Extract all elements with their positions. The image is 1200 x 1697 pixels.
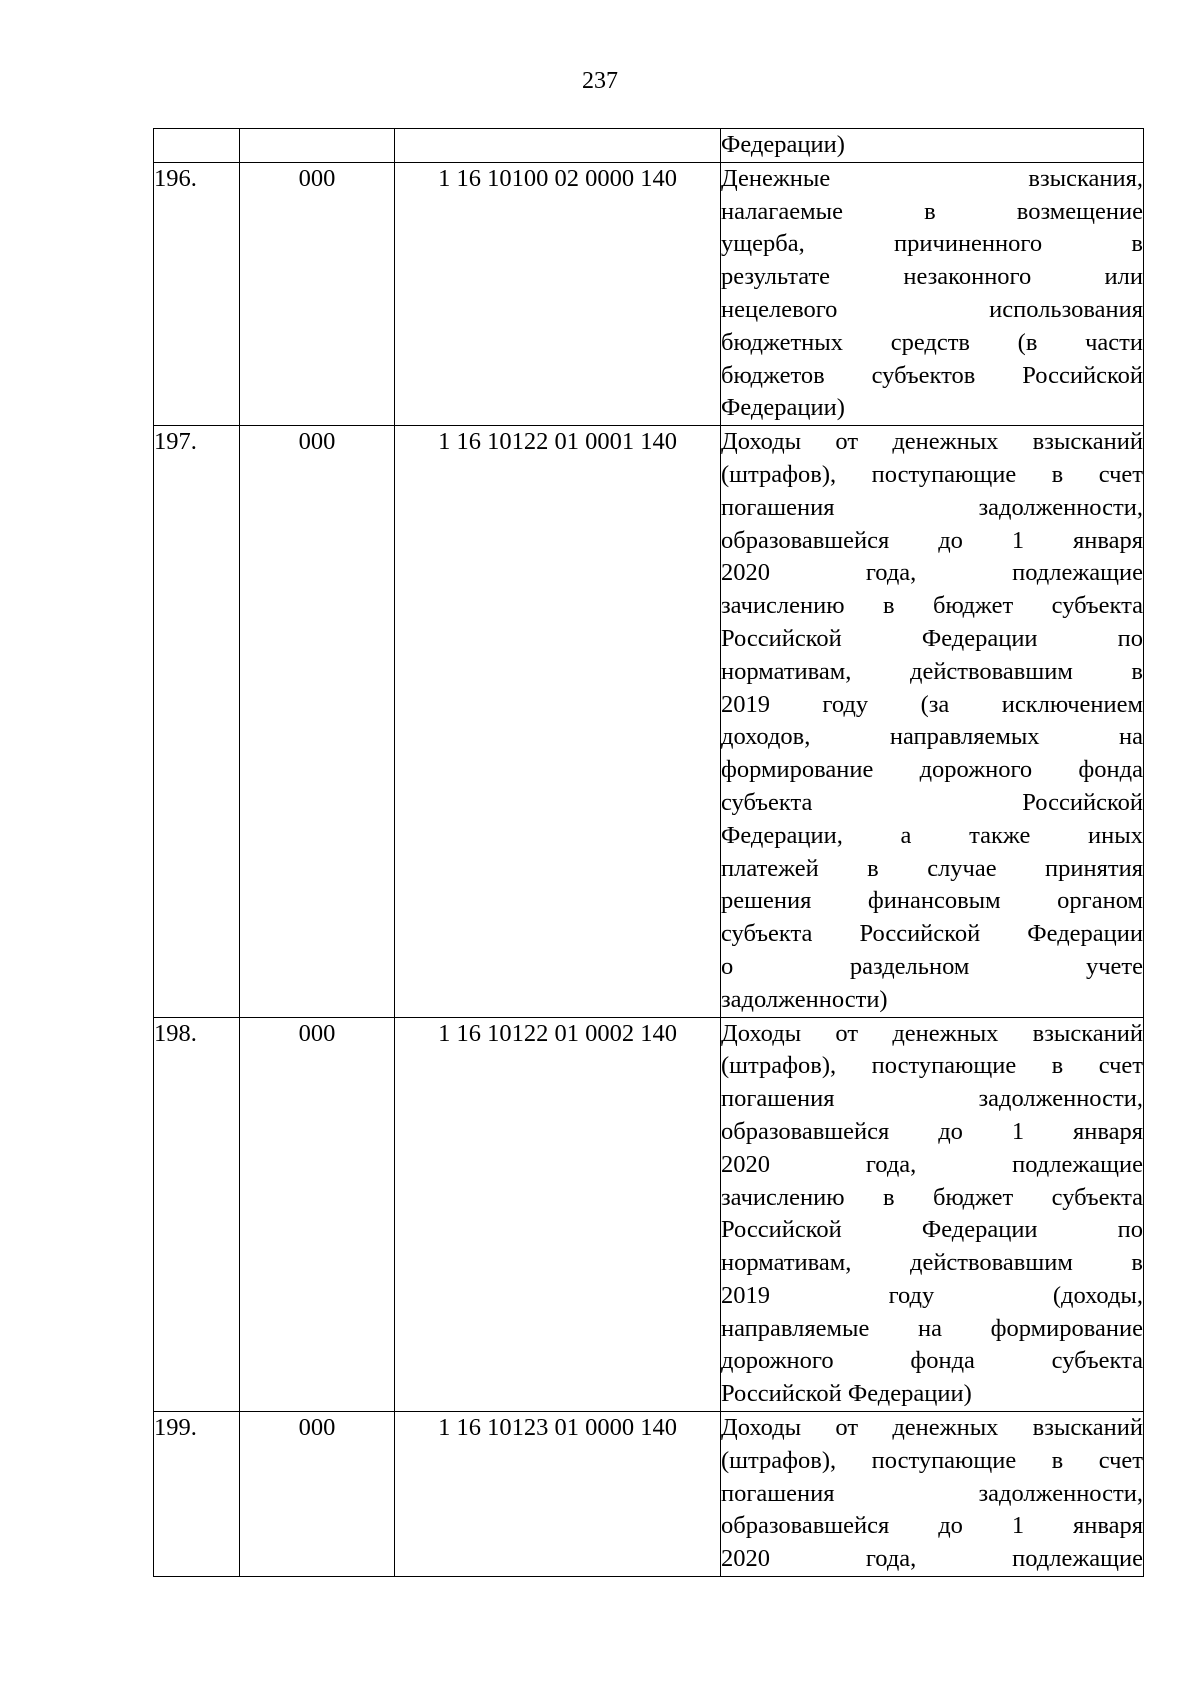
description-line: (штрафов), поступающие в счет [721, 1446, 1143, 1474]
description-line: погашения задолженности, [721, 1085, 1143, 1113]
description-line: субъекта Российской [721, 788, 1143, 816]
table-row [154, 426, 1144, 1017]
admin-code-cell: 000 [240, 426, 395, 1017]
description-line: доходов, направляемых на [721, 723, 1143, 751]
description-line: бюджетных средств (в части [721, 328, 1143, 356]
description-line: формирование дорожного фонда [721, 756, 1143, 784]
kbk-code-cell: 1 16 10122 01 0002 140 [395, 1017, 721, 1412]
description-line: результате незаконного или [721, 263, 1143, 291]
description-cell [721, 129, 1144, 163]
table-row [154, 162, 1144, 425]
description-line: о раздельном учете [721, 952, 1143, 980]
kbk-code-cell: 1 16 10122 01 0001 140 [395, 426, 721, 1017]
description-line: образовавшейся до 1 января [721, 526, 1143, 554]
admin-code-cell: 000 [240, 1017, 395, 1412]
description-line: Российской Федерации по [721, 624, 1143, 652]
description-cell [721, 426, 1144, 1017]
admin-code-cell: 000 [240, 162, 395, 425]
description-line: зачислению в бюджет субъекта [721, 592, 1143, 620]
description-line: Доходы от денежных взысканий [721, 1414, 1143, 1442]
page-number: 237 [582, 68, 618, 94]
table-row [154, 1017, 1144, 1412]
description-line: нормативам, действовавшим в [721, 1249, 1143, 1277]
description-line: ущерба, причиненного в [721, 230, 1143, 258]
description-line: образовавшейся до 1 января [721, 1512, 1143, 1540]
description-line: Денежные взыскания, [721, 164, 1143, 192]
description-line: погашения задолженности, [721, 1479, 1143, 1507]
description-line: направляемые на формирование [721, 1314, 1143, 1342]
admin-code-cell [240, 129, 395, 163]
description-line: погашения задолженности, [721, 493, 1143, 521]
admin-code-cell: 000 [240, 1412, 395, 1577]
description-line: (штрафов), поступающие в счет [721, 460, 1143, 488]
description-cell [721, 1412, 1144, 1577]
description-line: нормативам, действовавшим в [721, 657, 1143, 685]
row-number-cell: 198. [154, 1017, 240, 1412]
description-line: 2019 году (за исключением [721, 690, 1143, 718]
kbk-code-cell: 1 16 10100 02 0000 140 [395, 162, 721, 425]
table-body [154, 129, 1144, 1577]
description-line: задолженности) [721, 985, 888, 1013]
description-line: зачислению в бюджет субъекта [721, 1183, 1143, 1211]
description-line: Федерации) [721, 131, 845, 158]
description-line: образовавшейся до 1 января [721, 1117, 1143, 1145]
description-line: решения финансовым органом [721, 887, 1143, 915]
description-line: 2020 года, подлежащие [721, 559, 1143, 587]
description-line: субъекта Российской Федерации [721, 920, 1143, 948]
description-line: (штрафов), поступающие в счет [721, 1052, 1143, 1080]
kbk-code-cell: 1 16 10123 01 0000 140 [395, 1412, 721, 1577]
row-number-cell: 197. [154, 426, 240, 1017]
description-line: бюджетов субъектов Российской [721, 361, 1143, 389]
description-line: 2020 года, подлежащие [721, 1150, 1143, 1178]
row-number-cell [154, 129, 240, 163]
row-number-cell: 199. [154, 1412, 240, 1577]
description-line: платежей в случае принятия [721, 854, 1143, 882]
row-number-cell: 196. [154, 162, 240, 425]
description-line: Федерации) [721, 394, 845, 422]
description-line: Российской Федерации) [721, 1380, 972, 1408]
description-line: 2019 году (доходы, [721, 1281, 1143, 1309]
description-line: Федерации, а также иных [721, 821, 1143, 849]
description-line: Российской Федерации по [721, 1216, 1143, 1244]
description-line: 2020 года, подлежащие [721, 1545, 1143, 1573]
table-row [154, 1412, 1144, 1577]
description-line: налагаемые в возмещение [721, 197, 1143, 225]
description-cell [721, 162, 1144, 425]
revenue-codes-table [153, 128, 1144, 1577]
table-row [154, 129, 1144, 163]
description-line: Доходы от денежных взысканий [721, 1019, 1143, 1047]
description-line: Доходы от денежных взысканий [721, 428, 1143, 456]
kbk-code-cell [395, 129, 721, 163]
description-line: дорожного фонда субъекта [721, 1347, 1143, 1375]
description-cell [721, 1017, 1144, 1412]
description-line: нецелевого использования [721, 295, 1143, 323]
